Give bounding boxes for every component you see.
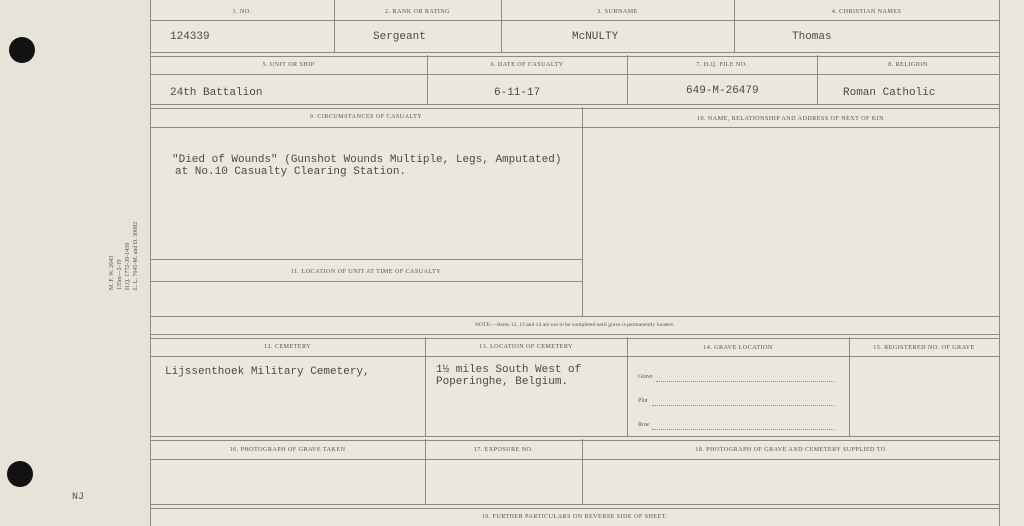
label-plot: Plot bbox=[638, 398, 648, 404]
label-religion: 8. RELIGION bbox=[888, 61, 928, 68]
label-hq-file: 7. H.Q. FILE NO. bbox=[696, 61, 748, 68]
label-no: 1. NO. bbox=[232, 8, 252, 15]
label-grave-location: 14. GRAVE LOCATION bbox=[703, 344, 773, 351]
value-rank: Sergeant bbox=[373, 31, 426, 43]
value-hq-file: 649-M-26479 bbox=[686, 85, 759, 97]
plot-dotted-line bbox=[652, 405, 834, 406]
rule bbox=[150, 52, 999, 57]
margin-line-2: 135m—2-19 bbox=[117, 259, 123, 290]
divider bbox=[425, 337, 426, 437]
value-unit: 24th Battalion bbox=[170, 87, 263, 99]
punch-hole-bottom bbox=[7, 461, 33, 487]
margin-initials: NJ bbox=[72, 492, 85, 503]
grave-dotted-line bbox=[656, 381, 834, 382]
label-rank: 2. RANK OR RATING bbox=[385, 8, 450, 15]
rule bbox=[150, 316, 999, 317]
label-date: 6. DATE OF CASUALTY bbox=[490, 61, 564, 68]
label-cemetery: 12. CEMETERY bbox=[263, 343, 312, 350]
value-circumstances-line-2: at No.10 Casualty Clearing Station. bbox=[175, 166, 407, 178]
value-date: 6-11-17 bbox=[494, 87, 541, 99]
value-cemetery: Lijssenthoek Military Cemetery, bbox=[165, 366, 370, 378]
label-next-of-kin: 10. NAME, RELATIONSHIP AND ADDRESS OF NEXT OF KIN bbox=[696, 115, 884, 122]
label-unit: 5. UNIT OR SHIP bbox=[262, 61, 315, 68]
margin-line-1: M. F. W. 2643 bbox=[109, 255, 115, 290]
value-no: 124339 bbox=[170, 31, 210, 43]
margin-line-3: H.Q. 1772-39-1458 bbox=[125, 242, 131, 290]
label-photo-supplied: 18. PHOTOGRAPH OF GRAVE AND CEMETERY SUPPLIED TO bbox=[695, 446, 886, 453]
note-text: NOTE:—Items 12, 13 and 14 are not to be completed until grave is permanently located. bbox=[474, 322, 675, 328]
value-christian-names: Thomas bbox=[792, 31, 832, 43]
rule bbox=[150, 281, 582, 282]
label-circumstances: 9. CIRCUMSTANCES OF CASUALTY bbox=[309, 113, 423, 120]
row-dotted-line bbox=[652, 429, 834, 430]
label-surname: 3. SURNAME bbox=[597, 8, 638, 15]
rule bbox=[150, 104, 999, 109]
rule bbox=[150, 127, 999, 128]
rule bbox=[150, 334, 999, 339]
label-christian-names: 4. CHRISTIAN NAMES bbox=[831, 8, 902, 15]
rule bbox=[150, 504, 999, 509]
frame-right-border bbox=[999, 0, 1000, 526]
rule bbox=[150, 356, 999, 357]
label-grave: Grave bbox=[638, 374, 653, 380]
margin-print-code bbox=[108, 222, 140, 290]
label-location-of-cemetery: 13. LOCATION OF CEMETERY bbox=[479, 343, 573, 350]
rule bbox=[150, 436, 999, 441]
label-exposure-no: 17. EXPOSURE NO. bbox=[473, 446, 534, 453]
rule bbox=[150, 259, 582, 260]
label-registered-no: 15. REGISTERED NO. OF GRAVE bbox=[873, 344, 975, 351]
value-religion: Roman Catholic bbox=[843, 87, 936, 99]
label-location-of-unit: 11. LOCATION OF UNIT AT TIME OF CASUALTY bbox=[290, 268, 442, 275]
punch-hole-top bbox=[9, 37, 35, 63]
value-surname: McNULTY bbox=[572, 31, 619, 43]
label-further-particulars: 19. FURTHER PARTICULARS ON REVERSE SIDE OF SHEET. bbox=[481, 513, 668, 520]
label-row: Row bbox=[638, 422, 650, 428]
value-location-of-cemetery-line-1: 1½ miles South West of bbox=[436, 364, 582, 376]
divider bbox=[582, 107, 583, 316]
divider bbox=[627, 337, 628, 437]
margin-line-4: L. L. 7645-M. and D. 30682 bbox=[133, 221, 139, 290]
rule bbox=[150, 20, 999, 21]
rule bbox=[150, 459, 999, 460]
value-circumstances-line-1: "Died of Wounds" (Gunshot Wounds Multiple, Legs, Amputated) bbox=[172, 154, 562, 166]
rule bbox=[150, 74, 999, 75]
divider bbox=[849, 337, 850, 437]
value-location-of-cemetery-line-2: Poperinghe, Belgium. bbox=[436, 376, 569, 388]
label-photo-taken: 16. PHOTOGRAPH OF GRAVE TAKEN bbox=[229, 446, 346, 453]
